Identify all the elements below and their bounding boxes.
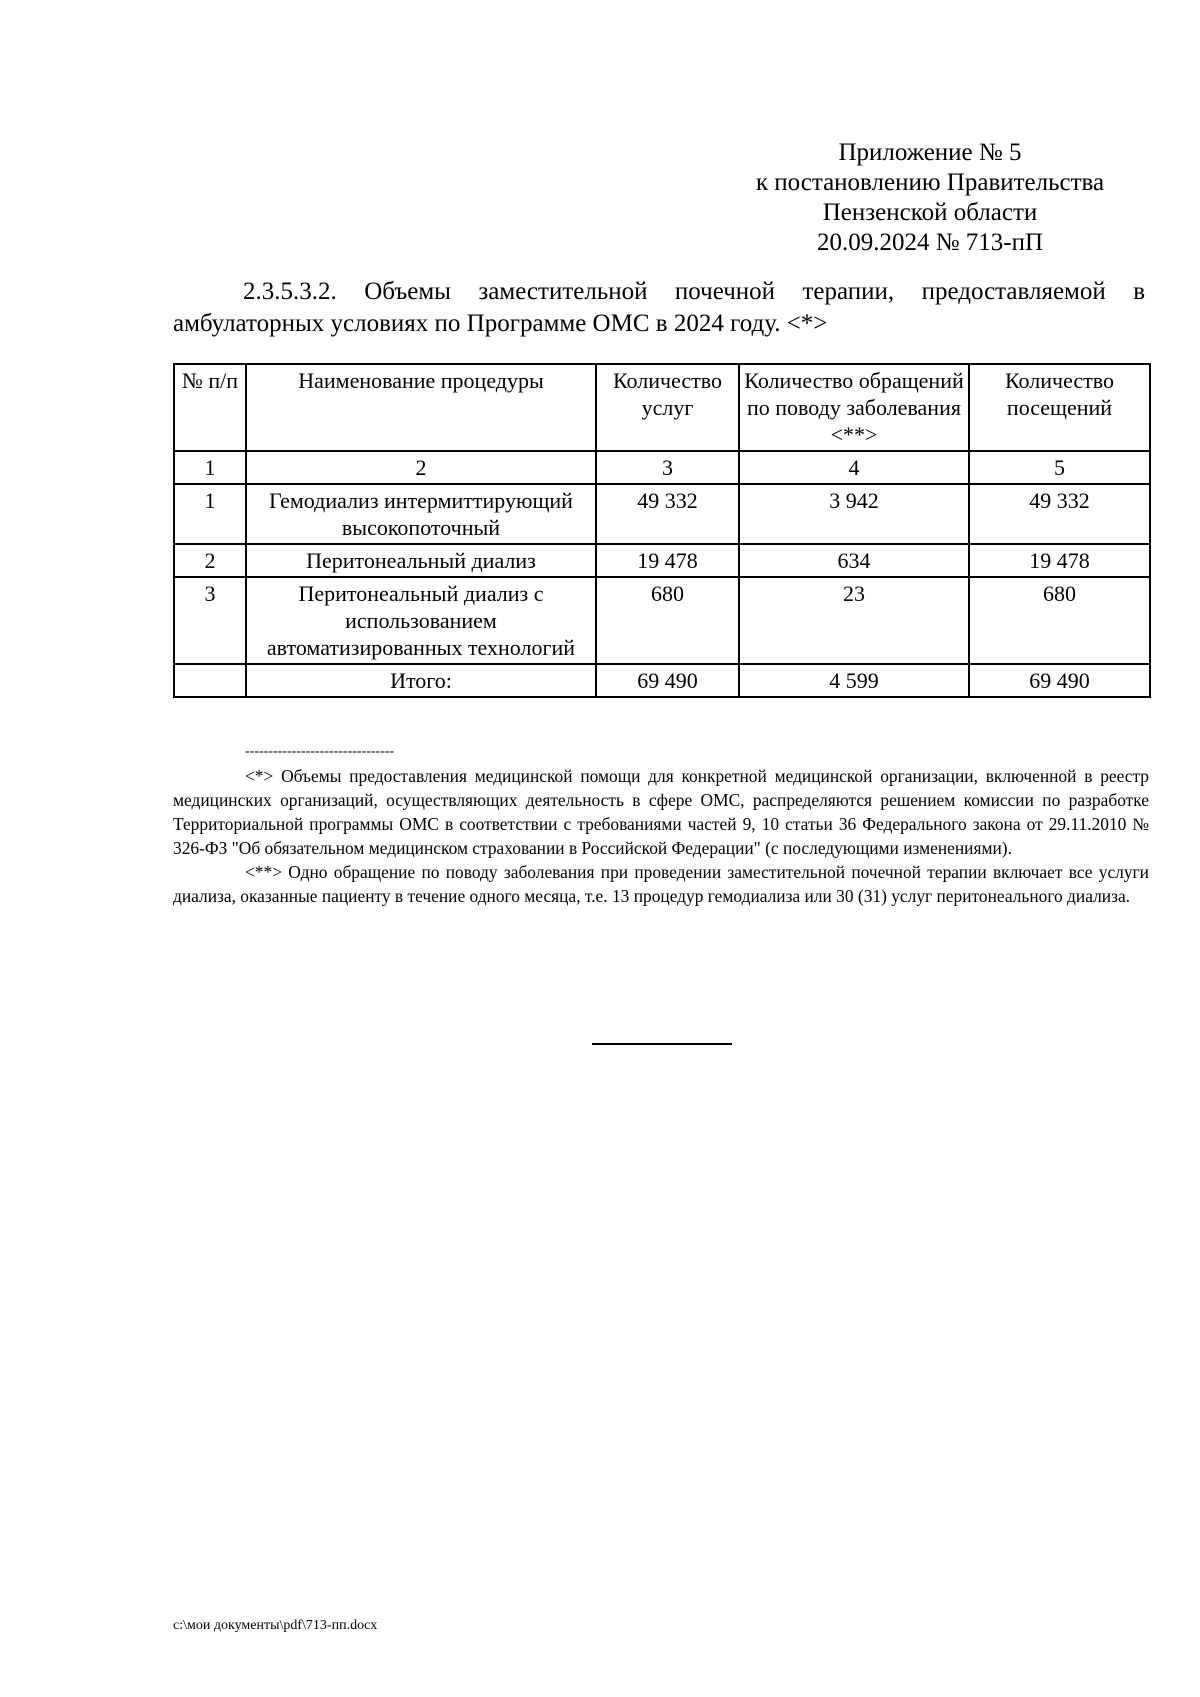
procedure-name: Перитонеальный диализ с использованием автоматизированных технологий [246,577,596,664]
end-of-document-line [592,1043,732,1045]
services-count: 680 [596,577,739,664]
table-total-row [174,664,1150,697]
visits-count: 49 332 [969,484,1150,544]
table-row [174,484,1150,544]
column-number: 4 [739,451,969,484]
column-header-number: № п/п [174,364,246,451]
section-heading: 2.3.5.3.2. Объемы заместительной почечной терапии, предоставляемой в амбулаторных условиях по Программе ОМС в 2024 году. <*> [173,278,1145,337]
appendix-header [720,138,1140,258]
visits-count: 19 478 [969,544,1150,577]
total-services: 69 490 [596,664,739,697]
column-number: 5 [969,451,1150,484]
table-header-row [174,364,1150,451]
file-path-footer: c:\мои документы\pdf\713-пп.docx [173,1618,378,1633]
column-header-appeals: Количество обращений по поводу заболевания <**> [739,364,969,451]
footnote-2: <**> Одно обращение по поводу заболевания при проведении заместительной почечной терапии включает все услуги диализа, оказанные пациенту в течение одного месяца, т.е. 13 процедур гемодиализа или 30 (31) услуг перитонеального диализа. [173,862,1149,906]
column-number: 3 [596,451,739,484]
row-number: 1 [174,484,246,544]
appendix-decree-line: к постановлению Правительства [755,169,1105,196]
services-count: 19 478 [596,544,739,577]
appeals-count: 3 942 [739,484,969,544]
table-column-numbers-row [174,451,1150,484]
footnote-separator: -------------------------------- [245,744,395,759]
procedure-name: Перитонеальный диализ [246,544,596,577]
appendix-title: Приложение № 5 [838,139,1022,166]
services-count: 49 332 [596,484,739,544]
column-header-services: Количество услуг [596,364,739,451]
total-number [174,664,246,697]
table-row [174,544,1150,577]
appendix-region-line: Пензенской области [822,199,1038,226]
column-number: 1 [174,451,246,484]
total-label: Итого: [246,664,596,697]
column-number: 2 [246,451,596,484]
footnotes [173,764,1149,908]
appendix-date-number: 20.09.2024 № 713-пП [816,229,1044,256]
footnote-1: <*> Объемы предоставления медицинской помощи для конкретной медицинской организации, включенной в реестр медицинских организаций, осуществляющих деятельность в сфере ОМС, распределяются решением комиссии по разработке Территориальной программы ОМС в соответствии с требованиями частей 9, 10 статьи 36 Федерального закона от 29.11.2010 № 326-ФЗ "Об обязательном медицинском страховании в Российской Федерации" (с последующими изменениями). [173,766,1149,858]
column-header-visits: Количество посещений [969,364,1150,451]
row-number: 2 [174,544,246,577]
visits-count: 680 [969,577,1150,664]
row-number: 3 [174,577,246,664]
table-row [174,577,1150,664]
total-appeals: 4 599 [739,664,969,697]
total-visits: 69 490 [969,664,1150,697]
appeals-count: 634 [739,544,969,577]
procedure-name: Гемодиализ интермиттирующий высокопоточный [246,484,596,544]
appeals-count: 23 [739,577,969,664]
volumes-table [173,363,1151,698]
column-header-procedure: Наименование процедуры [246,364,596,451]
